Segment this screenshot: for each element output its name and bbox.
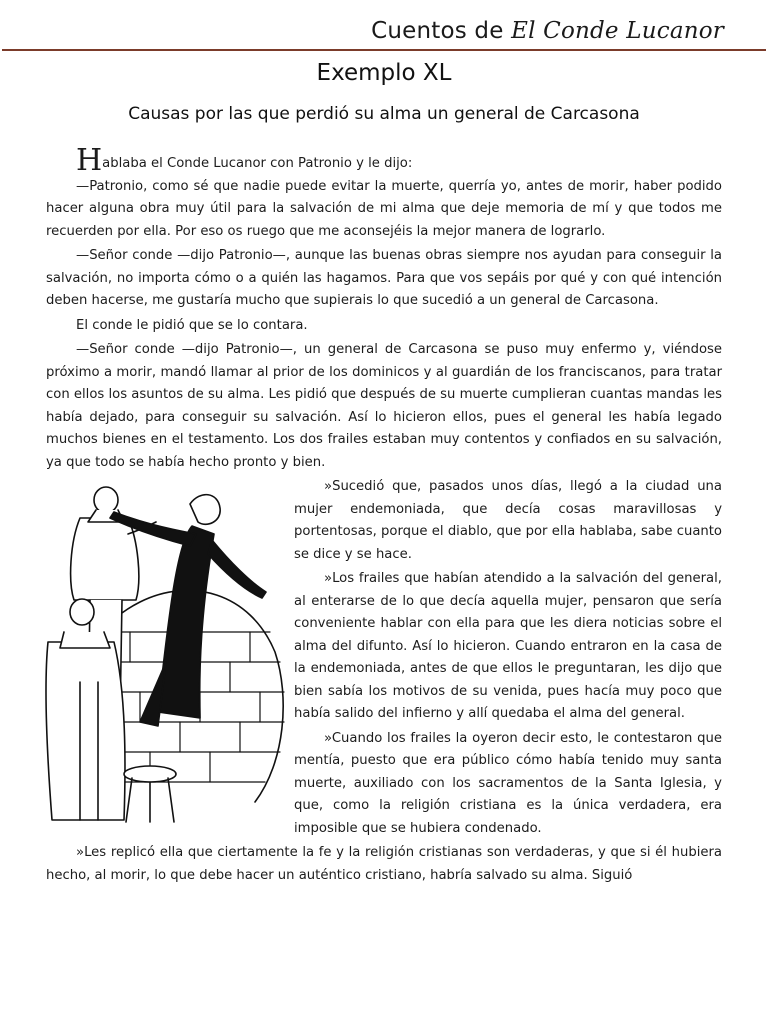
running-header-prefix: Cuentos de [371,18,512,44]
paragraph-8: »Les replicó ella que ciertamente la fe y la religión cristianas son verdaderas, y que si él hubiera hecho, al morir, lo que debe hacer un auténtico cristiano, habría salvado su alma. Siguió [46,845,722,883]
drop-cap-initial: H [76,143,103,178]
paragraph-1: —Patronio, como sé que nadie puede evitar la muerte, querría yo, antes de morir, haber podido hacer alguna obra muy útil para la salvación de mi alma que deje memoria de mí y que todos me recuerden por ella. Por eso os ruego que me aconsejéis la mejor manera de lograrlo. [46,178,722,239]
opening-text: ablaba el Conde Lucanor con Patronio y le dijo: [102,156,413,171]
possessed-woman [110,495,266,726]
paragraph-3: El conde le pidió que se lo contara. [76,317,308,333]
paragraph-2: —Señor conde —dijo Patronio—, aunque las buenas obras siempre nos ayudan para conseguir la salvación, no importa cómo o a quién las hagamos. Para que vos sepáis por qué y con qué intención deben hacerse, me gustaría mucho que supierais lo que sucedió a un general de Carcasona. [46,248,722,308]
paragraph-6: »Los frailes que habían atendido a la salvación del general, al enterarse de lo que decía aquella mujer, pensaron que sería conveniente hablar con ella para que les diera noticias sobre el alma del difunto. Así lo hicieron. Cuando entraron en la casa de la endemoniada, antes de que ellos le preguntaran, les dijo que bien sabía los motivos de su venida, pues hacía muy poco que había salido del infierno y allí quedaba el alma del general. [294,571,722,721]
running-header [371,18,724,44]
stool [124,766,176,822]
chapter-number: Exemplo XL [316,60,452,86]
friars-illustration [40,482,288,840]
story-body [46,143,722,889]
paragraph-7: »Cuando los frailes la oyeron decir esto, le contestaron que mentía, puesto que era público cómo había tenido muy santa muerte, auxiliado con los sacramentos de la Santa Iglesia, y que, como la religión cristiana es la única verdadera, era imposible que se hubiera condenado. [294,730,722,836]
paragraph-4: —Señor conde —dijo Patronio—, un general de Carcasona se puso muy enfermo y, viéndose próximo a morir, mandó llamar al prior de los dominicos y al guardián de los franciscanos, para tratar con ellos los asuntos de su alma. Les pidió que después de su muerte cumplieran cuantas mandas les había dejado, para conseguir su salvación. Así lo hicieron ellos, pues el general les había legado muchos bienes en el testamento. Los dos frailes estaban muy contentos y confiados en su salvación, ya que todo se había hecho pronto y bien. [46,342,722,470]
chapter-title: Causas por las que perdió su alma un general de Carcasona [128,104,640,124]
opening-paragraph [46,143,722,178]
header-rule [2,49,766,51]
running-header-book-title: El Conde Lucanor [511,18,724,44]
paragraph-5: »Sucedió que, pasados unos días, llegó a la ciudad una mujer endemoniada, que decía cosas maravillosas y portentosas, porque el diablo, que por ella hablaba, sabe cuanto se dice y se hace. [294,479,722,562]
illustration-svg [40,482,288,840]
